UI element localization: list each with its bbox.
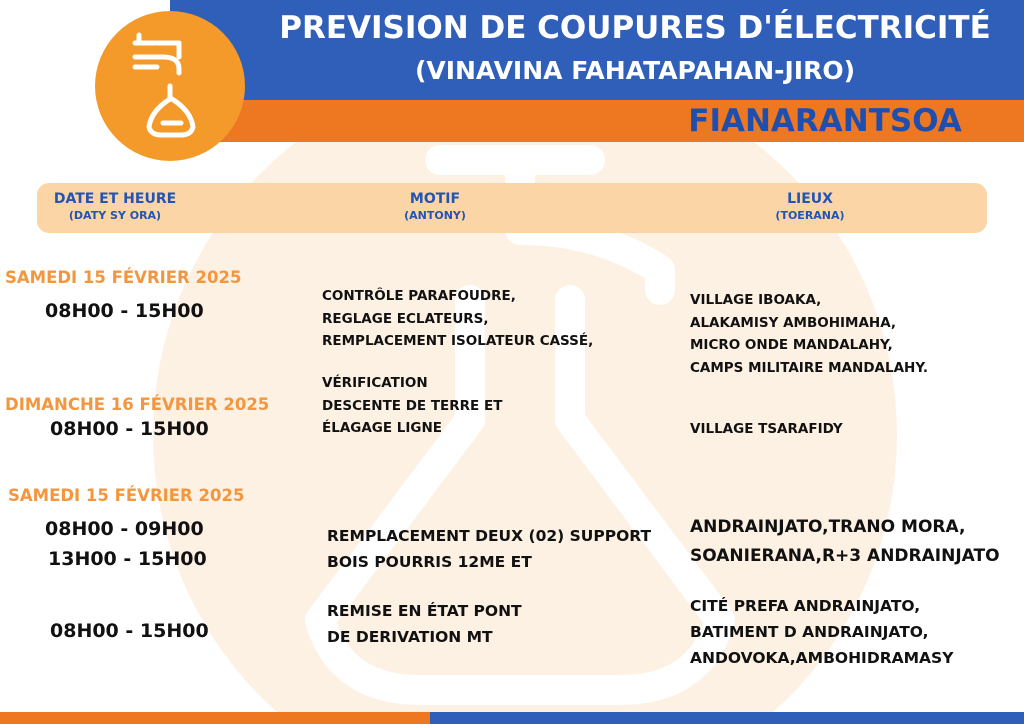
entry-4-lieux — [690, 593, 953, 671]
motif-line: REMPLACEMENT ISOLATEUR CASSÉ, — [322, 333, 594, 349]
entry-3-lieux — [690, 513, 1000, 571]
lieu-line: MICRO ONDE MANDALAHY, — [690, 337, 893, 353]
lieu-line: VILLAGE TSARAFIDY — [690, 421, 843, 437]
motif-line: DE DERIVATION MT — [327, 628, 493, 646]
motif-line: BOIS POURRIS 12ME ET — [327, 553, 532, 571]
motif-line: CONTRÔLE PARAFOUDRE, — [322, 288, 516, 304]
entry-2-motif — [322, 372, 502, 440]
column-motif-label: MOTIF — [409, 191, 461, 207]
entry-3-time-1: 08H00 - 09H00 — [45, 518, 204, 540]
entry-1-lieux — [690, 289, 928, 379]
logo — [95, 11, 245, 161]
entry-3-motif — [327, 523, 651, 575]
column-lieux-label: LIEUX — [787, 191, 833, 207]
column-date-sublabel: (DATY SY ORA) — [68, 209, 162, 222]
motif-line: VÉRIFICATION — [322, 375, 428, 391]
footer-orange-segment — [0, 712, 430, 724]
entry-1-date: SAMEDI 15 FÉVRIER 2025 — [5, 268, 242, 287]
water-tap-flask-icon — [95, 11, 245, 161]
lieu-line: ANDOVOKA,AMBOHIDRAMASY — [690, 649, 954, 667]
lieu-line: CAMPS MILITAIRE MANDALAHY. — [690, 359, 928, 376]
page-title: PREVISION DE COUPURES D'ÉLECTRICITÉ — [279, 10, 991, 46]
lieu-line: CITÉ PREFA ANDRAINJATO, — [690, 597, 921, 615]
motif-line: REMPLACEMENT DEUX (02) SUPPORT — [327, 527, 652, 545]
motif-line: ÉLAGAGE LIGNE — [322, 420, 443, 436]
entry-2-date: DIMANCHE 16 FÉVRIER 2025 — [5, 395, 270, 414]
lieu-line: SOANIERANA,R+3 ANDRAINJATO — [690, 546, 1000, 566]
lieu-line: ALAKAMISY AMBOHIMAHA, — [690, 314, 897, 331]
column-lieux-sublabel: (TOERANA) — [775, 209, 845, 222]
entry-2-time: 08H00 - 15H00 — [50, 418, 209, 440]
column-lieux — [735, 191, 885, 222]
column-date — [40, 191, 190, 222]
entry-4-time: 08H00 - 15H00 — [50, 620, 209, 642]
entry-2-lieux — [690, 418, 843, 441]
lieu-line: BATIMENT D ANDRAINJATO, — [690, 623, 929, 641]
motif-line: DESCENTE DE TERRE ET — [322, 397, 503, 414]
lieu-line: VILLAGE IBOAKA, — [690, 292, 822, 308]
column-motif-sublabel: (ANTONY) — [404, 209, 466, 222]
entry-3-time-2: 13H00 - 15H00 — [48, 548, 207, 570]
footer-band — [0, 712, 1024, 724]
page-subtitle: (VINAVINA FAHATAPAHAN-JIRO) — [414, 56, 856, 85]
column-motif — [360, 191, 510, 222]
lieu-line: ANDRAINJATO,TRANO MORA, — [690, 517, 966, 537]
entry-3-date: SAMEDI 15 FÉVRIER 2025 — [8, 486, 245, 505]
entry-1-time: 08H00 - 15H00 — [45, 300, 204, 322]
column-date-label: DATE ET HEURE — [53, 191, 177, 207]
motif-line: REMISE EN ÉTAT PONT — [327, 602, 522, 620]
motif-line: REGLAGE ECLATEURS, — [322, 310, 489, 327]
city-name: FIANARANTSOA — [688, 103, 962, 139]
entry-1-motif — [322, 285, 593, 353]
entry-4-motif — [327, 598, 522, 650]
